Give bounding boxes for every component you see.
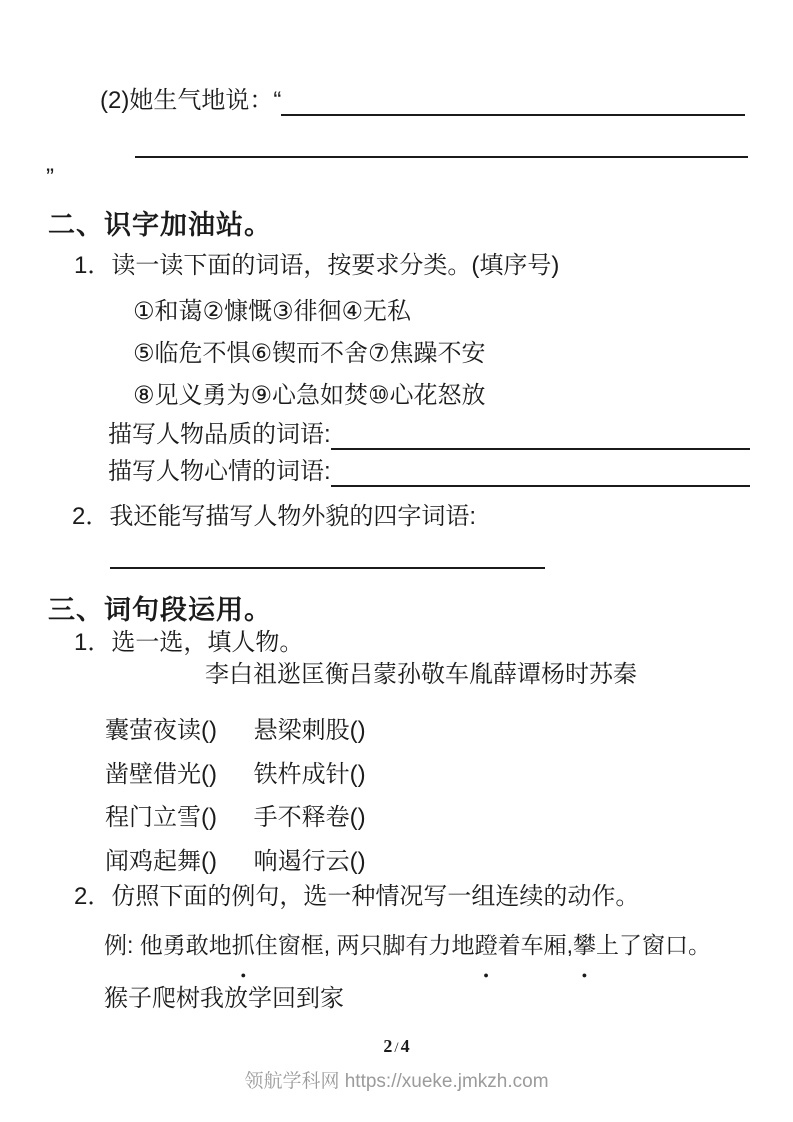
idiom-row-1: [105, 710, 366, 745]
idiom-cell: 手不释卷(): [253, 804, 366, 831]
mood-words-row: [108, 457, 750, 487]
example-emphasized-char: 蹬 ●: [475, 927, 498, 960]
section-three-q2-prompt: 2．仿照下面的例句，选一种情况写一组连续的动作。: [74, 883, 640, 910]
site-credit: 领航学科网 https://xueke.jmkzh.com: [244, 1071, 549, 1092]
dialog-question-row: [100, 86, 745, 116]
page-number-separator: /: [394, 1040, 399, 1056]
dialog-question-label: (2)她生气地说：“: [100, 87, 282, 114]
mood-words-label: 描写人物心情的词语:: [108, 458, 331, 485]
page-number: [0, 1036, 793, 1057]
answer-blank-line-2: [135, 156, 748, 158]
word-bank-line-2: ⑤临危不惧⑥锲而不舍⑦焦躁不安: [133, 340, 486, 367]
answer-blank-line-1: [281, 86, 745, 116]
idiom-cell: 悬梁刺股(): [253, 717, 366, 744]
idiom-cell: 囊萤夜读(): [105, 717, 217, 744]
section-three-heading: 三、词句段运用。: [48, 595, 272, 625]
page-number-current: 2: [383, 1036, 393, 1056]
idiom-row-2: [105, 754, 366, 789]
example-segment: 上了窗口。: [595, 932, 711, 958]
quality-words-label: 描写人物品质的词语:: [108, 421, 331, 448]
quality-words-row: [108, 420, 750, 450]
section-two-q1-prompt: 1．读一读下面的词语，按要求分类。(填序号): [74, 252, 560, 279]
idiom-row-4: [105, 841, 366, 876]
idiom-cell: 闻鸡起舞(): [105, 848, 217, 875]
idiom-cell: 铁杵成针(): [253, 761, 366, 788]
example-emphasized-char: 攀 ●: [573, 927, 596, 960]
word-bank-line-1: ①和蔼②慷慨③徘徊④无私: [133, 298, 412, 325]
section-three-q1-prompt: 1．选一选，填人物。: [74, 629, 304, 656]
example-segment: 着车厢,: [497, 932, 573, 958]
name-bank-line: 李白祖逖匡衡吕蒙孙敬车胤薛谭杨时苏秦: [205, 661, 637, 688]
idiom-row-3: [105, 797, 366, 832]
example-sentence: [104, 927, 711, 960]
section-two-heading: 二、识字加油站。: [48, 210, 272, 240]
idiom-cell: 程门立雪(): [105, 804, 217, 831]
quality-words-blank-line: [331, 420, 750, 450]
mood-words-blank-line: [331, 457, 750, 487]
example-emphasized-char: 抓 ●: [232, 927, 255, 960]
word-bank-line-3: ⑧见义勇为⑨心急如焚⑩心花怒放: [133, 382, 486, 409]
example-segment: 住窗框, 两只脚有力地: [254, 932, 475, 958]
example-segment: 例: 他勇敢地: [104, 932, 232, 958]
appearance-words-blank-line: [110, 567, 545, 569]
idiom-cell: 响遏行云(): [253, 848, 366, 875]
page-number-total: 4: [400, 1036, 410, 1056]
section-two-q2-prompt: 2．我还能写描写人物外貌的四字词语:: [72, 503, 477, 530]
idiom-cell: 凿壁借光(): [105, 761, 217, 788]
continuation-options: 猴子爬树我放学回到家: [104, 985, 344, 1012]
closing-quote-mark: ”: [46, 164, 54, 191]
